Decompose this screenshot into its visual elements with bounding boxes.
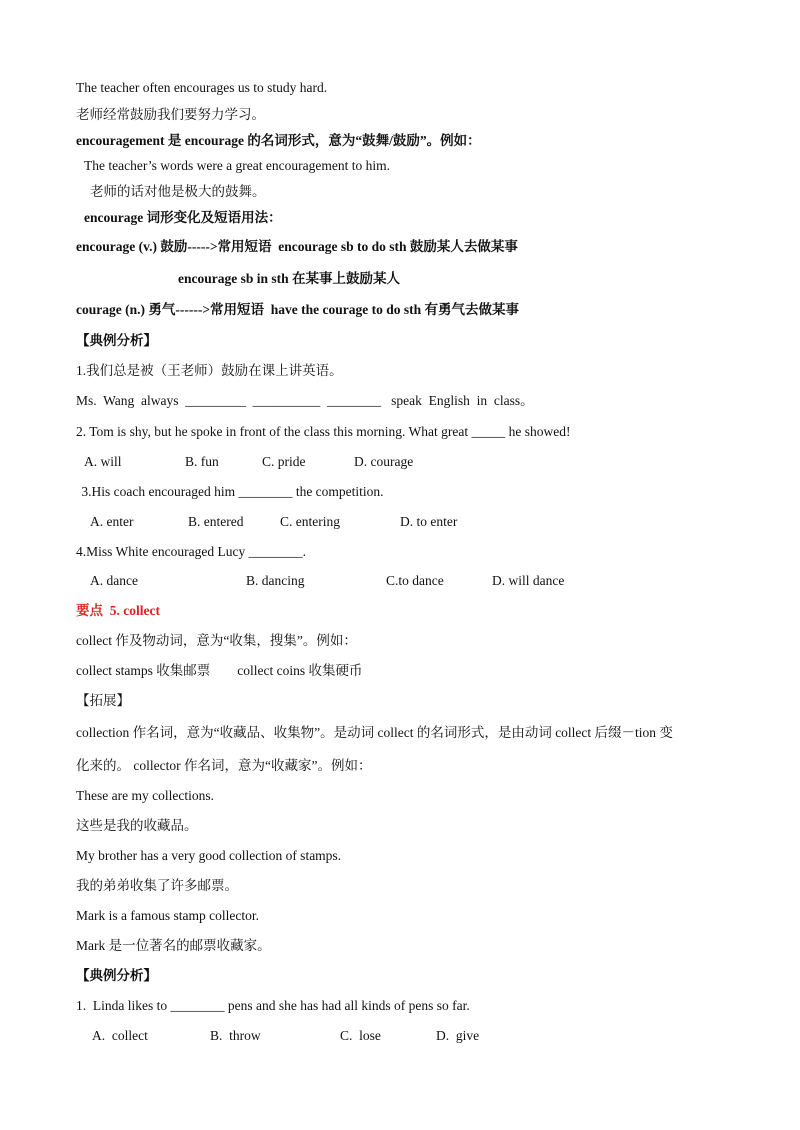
option: A. collect — [92, 1028, 148, 1043]
text-line: encouragement 是 encourage 的名词形式，意为“鼓舞/鼓励”。例如： — [76, 133, 481, 148]
question: 4.Miss White encouraged Lucy ________. — [76, 544, 306, 559]
text-line: 化来的。 collector 作名词，意为“收藏家”。例如： — [76, 758, 372, 773]
question: 1.我们总是被（王老师）鼓励在课上讲英语。 — [76, 363, 343, 378]
text-line: collect 作及物动词，意为“收集，搜集”。例如： — [76, 633, 357, 648]
option: C. entering — [280, 514, 340, 529]
option: A. dance — [90, 573, 138, 588]
key-point-title: 要点 5. collect — [76, 603, 160, 618]
option: D. courage — [354, 454, 414, 469]
text-line: These are my collections. — [76, 788, 214, 803]
text-line: 老师经常鼓励我们要努力学习。 — [76, 107, 265, 122]
text-line: collect stamps 收集邮票 collect coins 收集硬币 — [76, 663, 363, 678]
section-heading: 【拓展】 — [76, 693, 130, 708]
text-line: 我的弟弟收集了许多邮票。 — [76, 878, 238, 893]
text-line: encourage (v.) 鼓励----->常用短语 encourage sb to do sth 鼓励某人去做某事 — [76, 239, 518, 254]
question: Ms. Wang always _________ __________ ________ speak English in class。 — [76, 393, 534, 408]
option: B. entered — [188, 514, 244, 529]
text-line: courage (n.) 勇气------>常用短语 have the courage to do sth 有勇气去做某事 — [76, 302, 520, 317]
option: D. give — [436, 1028, 480, 1043]
option: B. fun — [185, 454, 219, 469]
text-line: encourage 词形变化及短语用法： — [84, 210, 282, 225]
text-line: 这些是我的收藏品。 — [76, 818, 198, 833]
option: D. will dance — [492, 573, 565, 588]
text-line: 老师的话对他是极大的鼓舞。 — [90, 184, 266, 199]
option: B. dancing — [246, 573, 305, 588]
text-line: encourage sb in sth 在某事上鼓励某人 — [178, 271, 401, 286]
option: D. to enter — [400, 514, 458, 529]
text-line: My brother has a very good collection of stamps. — [76, 848, 342, 863]
option: C. lose — [340, 1028, 381, 1043]
section-heading: 【典例分析】 — [76, 333, 157, 348]
option: C. pride — [262, 454, 306, 469]
question: 1. Linda likes to ________ pens and she has had all kinds of pens so far. — [76, 998, 470, 1013]
question: 2. Tom is shy, but he spoke in front of the class this morning. What great _____ he showed! — [76, 424, 571, 439]
option: A. will — [84, 454, 122, 469]
text-line: The teacher often encourages us to study hard. — [76, 80, 328, 95]
text-line: Mark 是一位著名的邮票收藏家。 — [76, 938, 271, 953]
option: B. throw — [210, 1028, 261, 1043]
text-line: The teacher’s words were a great encouragement to him. — [84, 158, 390, 173]
option: C.to dance — [386, 573, 444, 588]
text-line: Mark is a famous stamp collector. — [76, 908, 259, 923]
option: A. enter — [90, 514, 134, 529]
section-heading: 【典例分析】 — [76, 968, 157, 983]
text-line: collection 作名词，意为“收藏品、收集物”。是动词 collect 的名词形式，是由动词 collect 后缀－tion 变 — [76, 725, 673, 740]
question: 3.His coach encouraged him ________ the competition. — [78, 484, 384, 499]
